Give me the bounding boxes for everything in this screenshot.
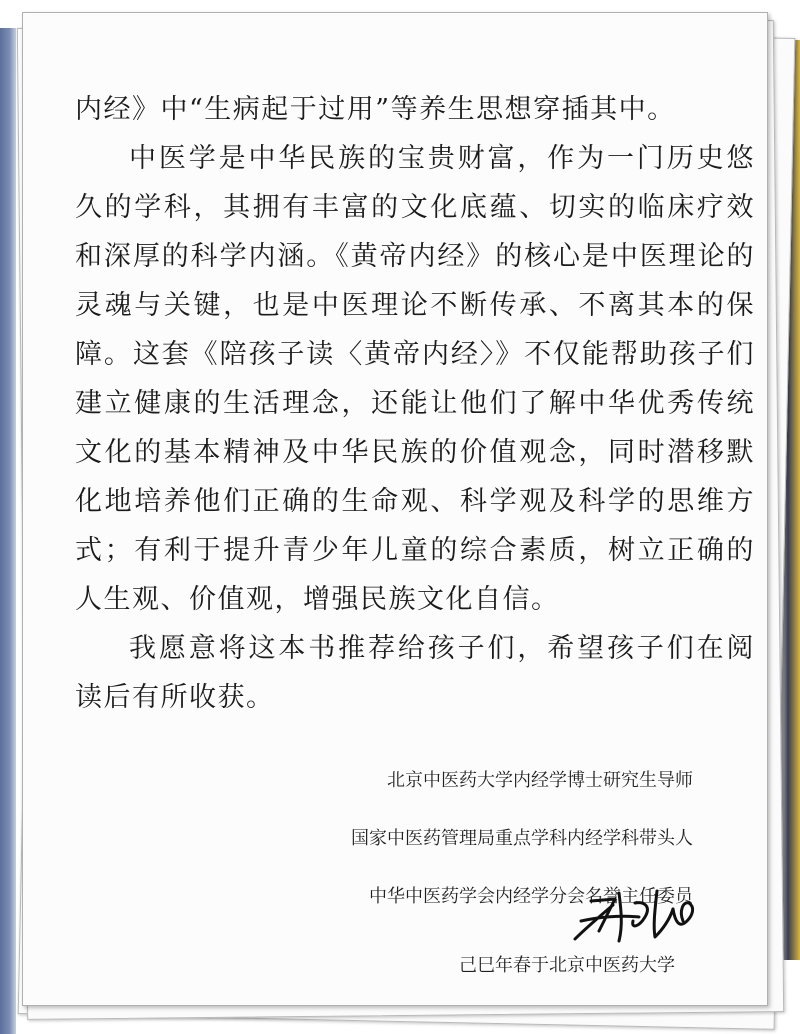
author-title-3: 中华中医药学会内经学分会名誉主任委员	[369, 886, 693, 907]
paragraph-main: 中医学是中华民族的宝贵财富，作为一门历史悠久的学科，其拥有丰富的文化底蕴、切实的临床疗效和深厚的科学内涵。《黄帝内经》的核心是中医理论的灵魂与关键，也是中医理论不断传承、不离其本的保障。这套《陪孩子读〈黄帝内经〉》不仅能帮助孩子们建立健康的生活理念，还能让他们了解中华优秀传统文化的基本精神及中华民族的价值观念，同时潜移默化地培养他们正确的生命观、科学观及科学的思维方式；有利于提升青少年儿童的综合素质，树立正确的人生观、价值观，增强民族文化自信。	[75, 143, 755, 615]
paragraph-continuation: 内经》中“生病起于过用”等养生思想穿插其中。	[75, 94, 676, 125]
page	[22, 12, 768, 1006]
body-text	[75, 85, 755, 722]
author-title-2: 国家中医药管理局重点学科内经学科带头人	[351, 828, 693, 849]
left-book-edge	[0, 28, 16, 1034]
date-place-line: 己巳年春于北京中医药大学	[459, 955, 675, 976]
author-title-1: 北京中医药大学内经学博士研究生导师	[387, 770, 693, 791]
handwritten-signature	[569, 881, 709, 949]
paragraph-closing: 我愿意将这本书推荐给孩子们，希望孩子们在阅读后有所收获。	[75, 633, 755, 713]
